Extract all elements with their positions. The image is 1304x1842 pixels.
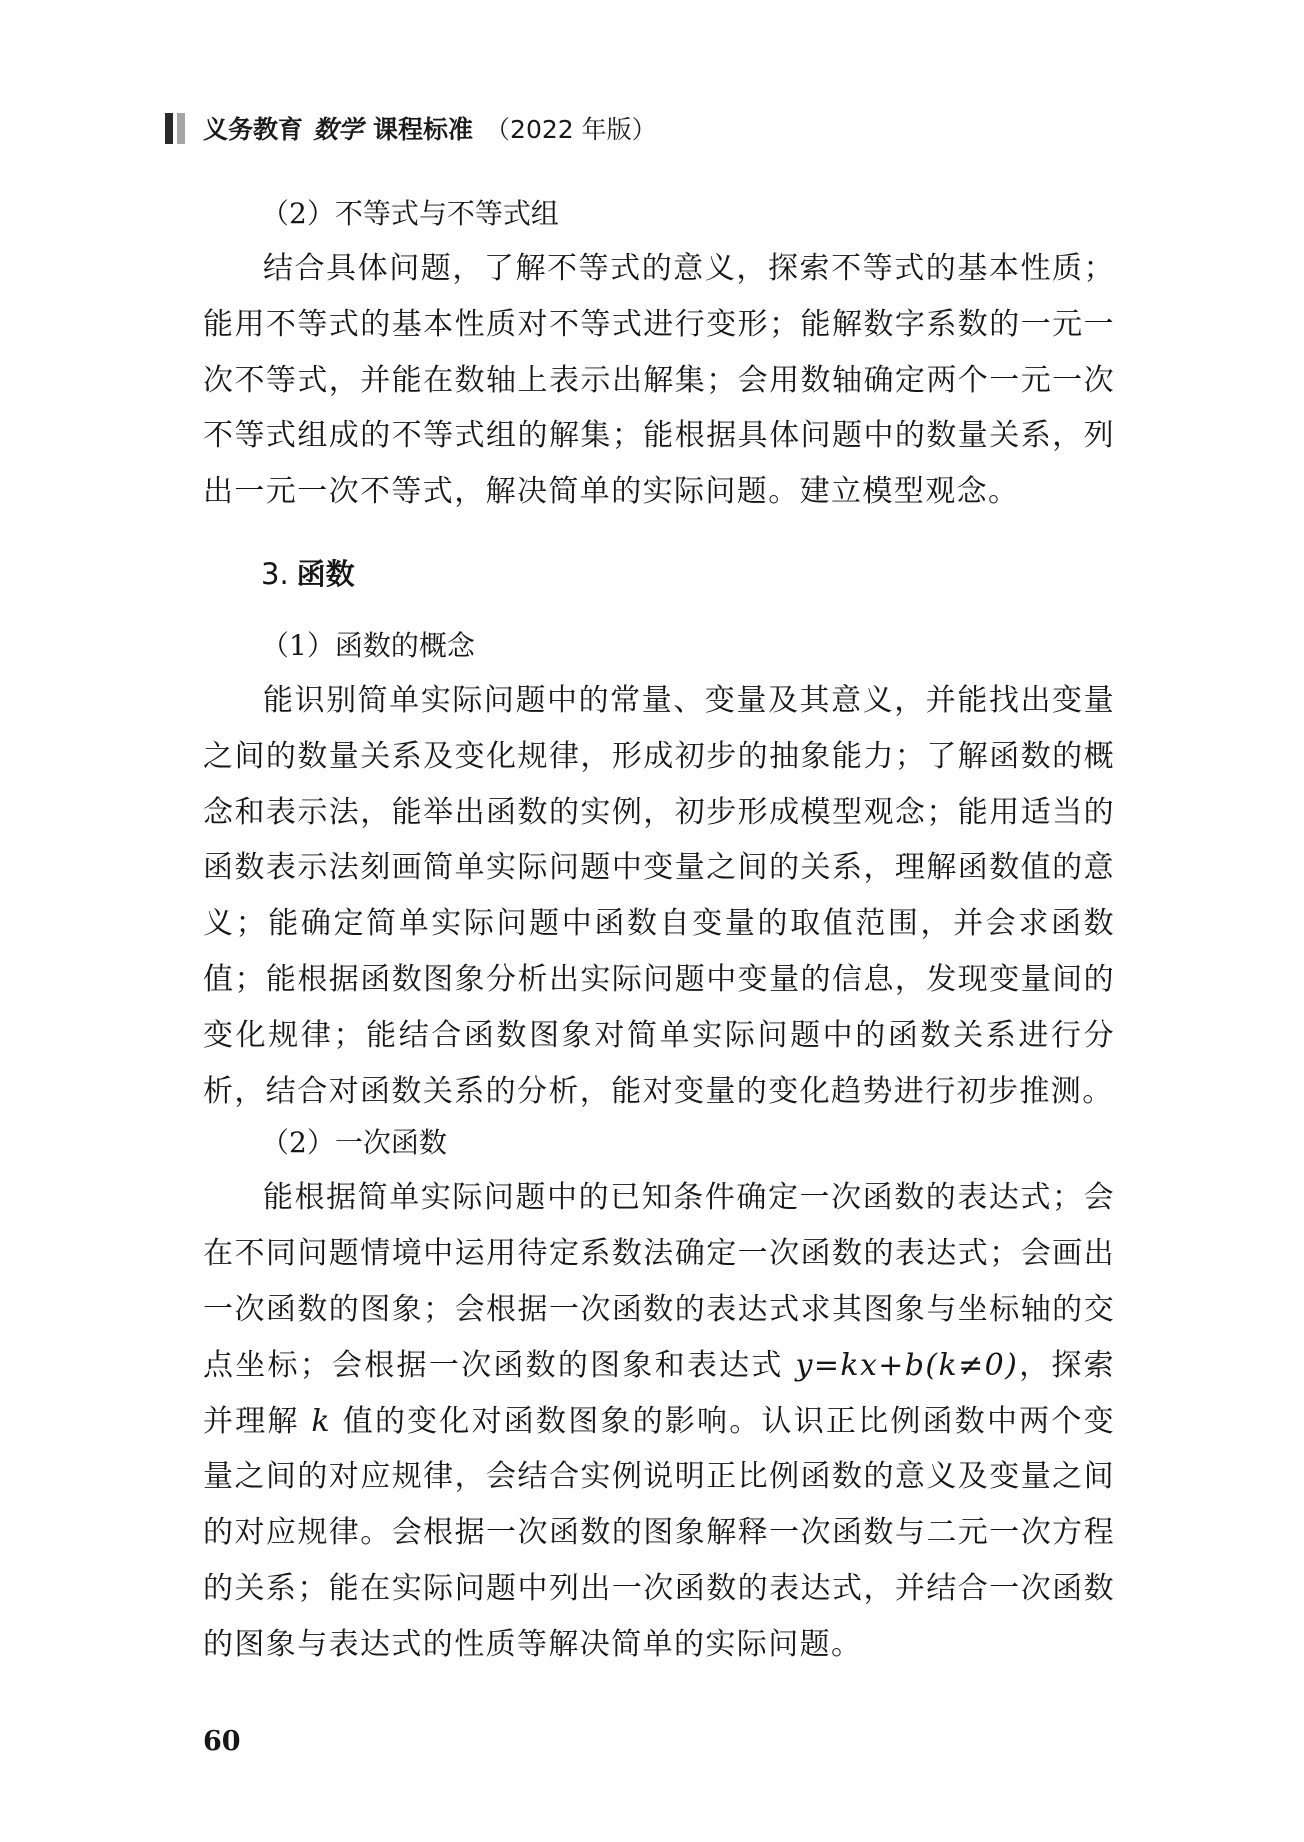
header-bar-light — [177, 113, 185, 144]
header-bar-dark — [165, 113, 173, 144]
section-title: 函数 — [296, 556, 355, 591]
page-body — [203, 190, 1115, 1673]
section-heading-functions — [203, 548, 1115, 600]
function-concept-paragraph: 能识别简单实际问题中的常量、变量及其意义，并能找出变量之间的数量关系及变化规律，形成初步的抽象能力；了解函数的概念和表示法，能举出函数的实例，初步形成模型观念；能用适当的函数表示法刻画简单实际问题中变量之间的关系，理解函数值的意义；能确定简单实际问题中函数自变量的取值范围，并会求函数值；能根据函数图象分析出实际问题中变量的信息，发现变量间的变化规律；能结合函数图象对简单实际问题中的函数关系进行分析，结合对函数关系的分析，能对变量的变化趋势进行初步推测。 — [203, 682, 1115, 1109]
linear-text-part1: 能根据简单实际问题中的已知条件确定一次函数的表达式；会在不同问题情境中运用待定系数法确定一次函数的表达式；会画出一次函数的图象；会根据一次函数的表达式求其图象与坐标轴的交点坐标；会根据一次函数的图象和表达式 — [203, 1180, 1115, 1383]
function-concept-subheading: （1）函数的概念 — [261, 628, 475, 662]
header-subject: 数学 — [313, 115, 364, 144]
running-header — [165, 108, 657, 148]
inequality-paragraph: 结合具体问题，了解不等式的意义，探索不等式的基本性质；能用不等式的基本性质对不等式进行变形；能解数字系数的一元一次不等式，并能在数轴上表示出解集；会用数轴确定两个一元一次不等式组成的不等式组的解集；能根据具体问题中的数量关系，列出一元一次不等式，解决简单的实际问题。建立模型观念。 — [203, 251, 1115, 510]
linear-text-part2: ，探索并理解 — [203, 1347, 1115, 1439]
linear-formula: y=kx+b(k≠0) — [795, 1347, 1019, 1383]
linear-function-paragraph — [203, 1170, 1115, 1672]
section-number: 3. — [261, 556, 289, 591]
inequality-subheading: （2）不等式与不等式组 — [261, 197, 559, 230]
page-number: 60 — [203, 1726, 241, 1757]
linear-function-subheading: （2）一次函数 — [261, 1126, 447, 1160]
header-edition: （2022 年版） — [485, 115, 657, 144]
header-standard: 课程标准 — [373, 115, 474, 144]
linear-k-variable: k — [311, 1403, 331, 1439]
header-book-title: 义务教育 — [203, 115, 304, 144]
linear-text-part3: 值的变化对函数图象的影响。认识正比例函数中两个变量之间的对应规律，会结合实例说明正比例函数的意义及变量之间的对应规律。会根据一次函数的图象解释一次函数与二元一次方程的关系；能在实际问题中列出一次函数的表达式，并结合一次函数的图象与表达式的性质等解决简单的实际问题。 — [203, 1403, 1115, 1662]
header-bar-icon — [165, 113, 189, 144]
